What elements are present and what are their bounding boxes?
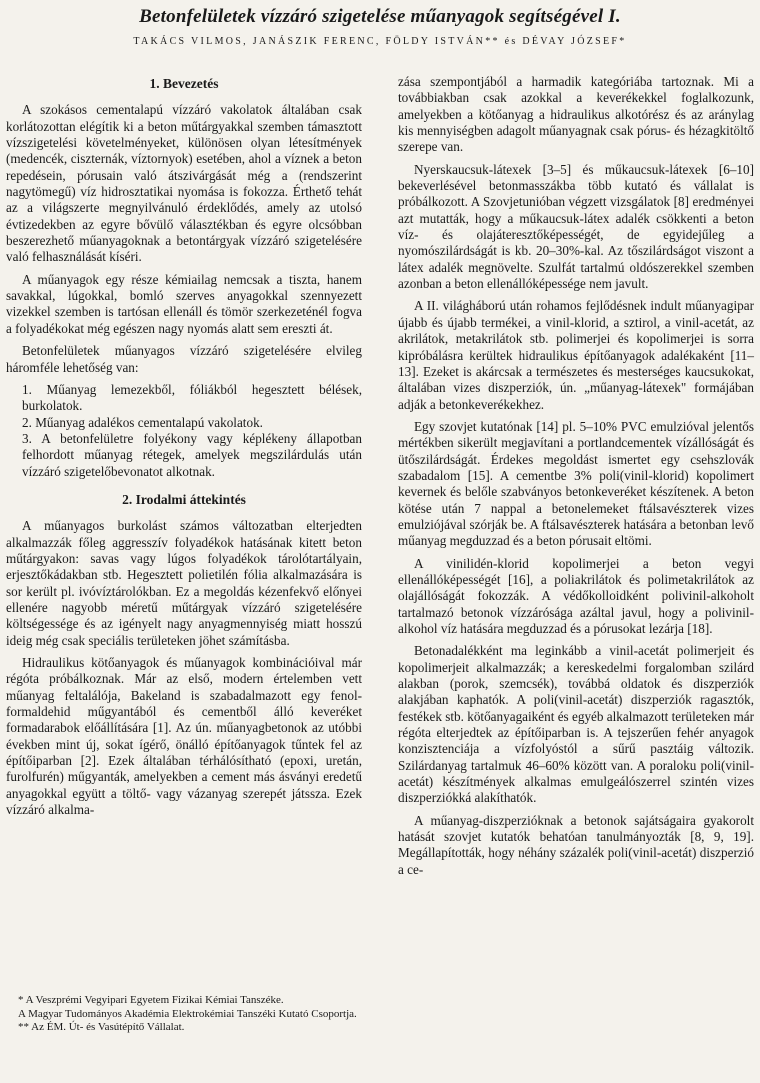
paragraph: Nyerskaucsuk-látexek [3–5] és műkaucsuk-látexek [6–10] bekeverlésével betonmasszákba több kutató és vállalat is próbálkozott. A Szovjetunióban végzett vizsgálatok [8] eredményei azt mutatták, hogy a műkaucsuk-látex adalék csökkenti a beton víz- és olajáteresztőképességét, de egyidejűleg a nyomószilárdságát is kb. 20–30%-kal. Az tőszilárdságot viszont a látex adalék megnövelte. Szulfát tartalmú oldószerekkel szemben azonban a beton ellenállóképessége nem javult. [398,161,754,292]
paragraph: Betonfelületek műanyagos vízzáró szigetelésére elvileg háromféle lehetőség van: [6,343,362,375]
paragraph: Hidraulikus kötőanyagok és műanyagok kombinációival már régóta próbálkoznak. Már az első, modern értelemben vett műanyag feltalálója, Bakeland is szabadalmazott egy fenol-formaldehid műgyantából és cementből álló keveréket formadarabok előállítására [1]. Az ún. műanyagbetonok az utóbbi években mint új, sokat ígérő, önálló építőanyagok tűntek fel az építőiparban [2]. Ezek általában térhálósítható (epoxi, uretán, furolfurén) műgyanták, amelyekben a cement más ásványi eredetű anyagokkal együtt a töltő- vagy vázanyag szerepét játssza. Ezek vízzáró alkalma- [6,655,362,818]
footnote: ** Az ÉM. Út- és Vasútépítő Vállalat. [18,1021,185,1033]
section-heading-literature: 2. Irodalmi áttekintés [122,491,246,507]
footnote: A Magyar Tudományos Akadémia Elektrokémiai Tanszéki Kutató Csoportja. [18,1007,357,1020]
paragraph: A műanyagok egy része kémiailag nemcsak a tiszta, hanem savakkal, lúgokkal, bomló szerves anyagokkal szennyezett vizekkel szemben is tartósan ellenáll és tömör szerkezeténél fogva a folyadékokat még egészen nagy nyomás alatt sem ereszti át. [6,271,362,336]
section-heading-introduction: 1. Bevezetés [149,76,219,91]
paragraph: Betonadalékként ma leginkább a vinil-acetát polimerjeit és kopolimerjeit alkalmazzák; a kereskedelmi forgalomban szilárd alakban (porok, szemcsék), továbbá oldatok és diszperziók alakjában kaphatók. A poli(vinil-acetát) diszperziók ragasztók, festékek stb. kötőanyagaiként és egyéb alkalmazott területeken már régóta elterjedtek az építőiparban is. A tejszerűen fehér anyagok konzisztenciája a vízfolyóstól a sűrű pasztáig változik. Szilárdanyag tartalmuk 46–60% között van. A poraloku poli(vinil-acetát) készítmények alkalmas emulgeálószerrel szintén vizes diszperziókká alakíthatók. [398,643,754,806]
right-column [398,74,754,884]
footnotes [6,994,362,1035]
paragraph: A műanyagos burkolást számos változatban elterjedten alkalmazzák főleg aggresszív folyadékok hatásának kitett beton műtárgyakon: savas vagy lúgos folyadékok tárolótartályain, erjesztőkádakban stb. Hegesztett polietilén fólia alkalmazására is sor került pl. ivóvíztárolókban. Ez a megoldás kézenfekvő előnyei ellenére nagyobb méretű műtárgyak vízzáró szigetelésére költségessége és az igényelt nagy anyagmennyiség miatt hosszú ideig még csak speciális területeken jöhet számításba. [6,518,362,648]
options-list [6,382,362,480]
list-item: 2. Műanyag adalékos cementalapú vakolatok. [22,414,263,430]
article-authors: TAKÁCS VILMOS, JANÁSZIK FERENC, FÖLDY ISTVÁN** és DÉVAY JÓZSEF* [133,36,627,47]
left-column [6,62,362,824]
paragraph: Egy szovjet kutatónak [14] pl. 5–10% PVC emulzióval jelentős mértékben sikerült megjavítani a portlandcementek vízállóságát és ütőszilárdságát. Érdekes megoldást ismertet egy csehszlovák szabadalom [15]. A cementbe 3% poli(vinil-klorid) kopolimert kevernek és belőle szabványos betonkeveréket készítenek. A beton kötése után 7 nappal a betonelemeket ftálsavészterek vizes emulziójával szórják be. A ftálsavészterek hatására a betonban levő műanyag megduzzad és a beton pórusait eltömi. [398,418,754,549]
paragraph: A II. világháború után rohamos fejlődésnek indult műanyagipar újabb és újabb termékei, a vinil-klorid, a sztirol, a vinil-acetát, az akrilátok, metakrilátok stb. polimerjei és kopolimerjei is sorra kipróbálásra kerültek hidraulikus építőanyagok adalékaként [11–13]. Ezeket is akárcsak a természetes és mesterséges kaucsukokat, általában vizes diszperziók, ún. „műanyag-látexek" formájában adják a betonkeverékekhez. [398,298,754,412]
paragraph: A vinilidén-klorid kopolimerjei a beton vegyi ellenállóképességét [16], a poliakrilátok és polimetakrilátok az olajállóságát fokozzák. A védőkolloidként polivinil-alkoholt tartalmazó betonok vízzárósága azáltal javul, hogy a polivinil-alkohol víz hatására megduzzad és a pórusokat lezárja [18]. [398,555,754,636]
footnote: * A Veszprémi Vegyipari Egyetem Fizikai Kémiai Tanszéke. [18,994,284,1006]
paragraph: A szokásos cementalapú vízzáró vakolatok általában csak korlátozottan elégítik ki a beton műtárgyakkal szemben támasztott vízszigetelési követelményeket, különösen olyan létesítmények (medencék, ciszternák, víztornyok) esetében, ahol a víznek a beton repedésein, pórusain való átszivárgását még a (rendszerint nagytömegű) víz hidrosztatikai nyomása is fokozza. Érthető tehát az a világszerte megnyilvánuló érdeklődés, amely az utolsó évtizedekben az egyre bővülő választékban és egyre olcsóbban beszerezhető műanyagoknak a betontárgyak vízzáró szigetelésére való felhasználását kíséri. [6,102,362,265]
paragraph: A műanyag-diszperzióknak a betonok sajátságaira gyakorolt hatását szovjet kutatók behatóan tanulmányozták [8, 9, 19]. Megállapították, hogy néhány százalék poli(vinil-acetát) diszperzió a ce- [398,812,754,877]
article-title: Betonfelületek vízzáró szigetelése műanyagok segítségével I. [139,6,621,27]
list-item: 3. A betonfelületre folyékony vagy képlékeny állapotban felhordott műanyag rétegek, amelyek megszilárdulás után vízzáró szigetelőbevonatot alkotnak. [22,430,362,479]
paragraph: zása szempontjából a harmadik kategóriába tartoznak. Mi a továbbiakban csak azokkal a keverékekkel foglalkozunk, amelyekben a kötőanyag a hidraulikus alkotórész és az aránylag kis mennyiségben adagolt műanyagnak csak pórus- és hézagkitöltő szerepe van. [398,74,754,155]
list-item: 1. Műanyag lemezekből, fóliákból hegesztett bélések, burkolatok. [22,381,362,414]
